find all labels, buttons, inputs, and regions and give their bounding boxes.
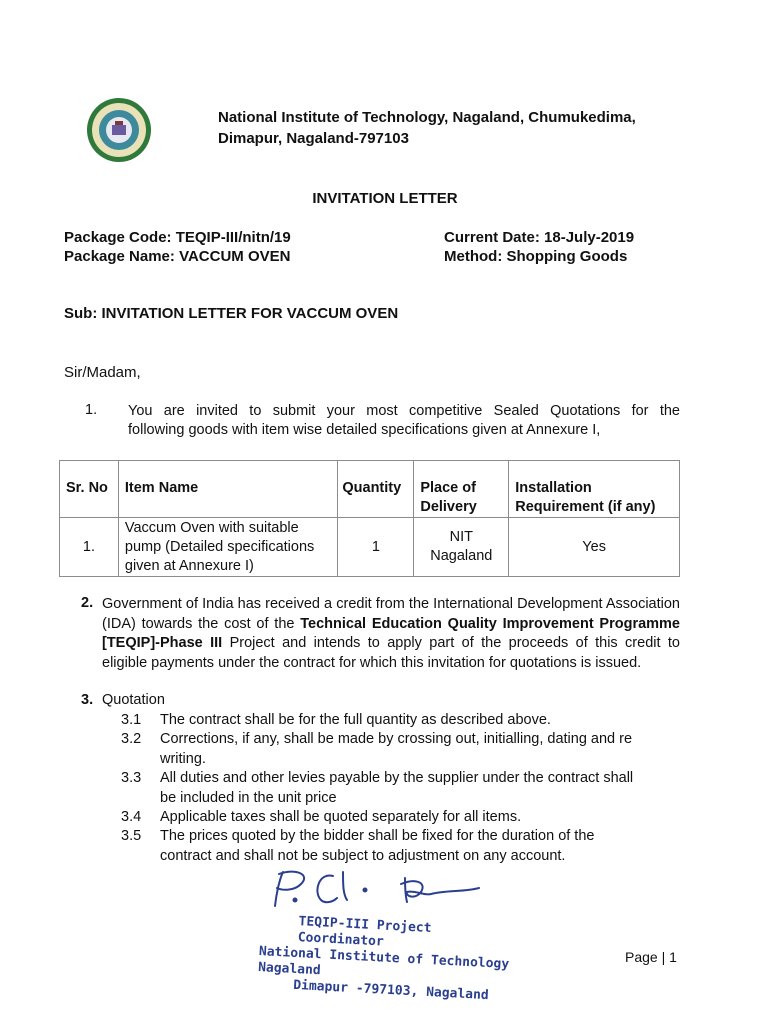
procurement-method: Method: Shopping Goods: [444, 248, 628, 265]
package-info-right: [444, 228, 634, 266]
header-quantity-label: Quantity: [342, 480, 402, 496]
table-row: [60, 518, 680, 577]
item-3-3-line1: All duties and other levies payable by the supplier under the contract shall: [160, 770, 634, 786]
row-item-line1: Vaccum Oven with suitable: [124, 519, 299, 536]
item-3-4-number: 3.4: [121, 809, 142, 825]
package-name: Package Name: VACCUM OVEN: [64, 248, 291, 265]
item-3-5-line2: contract and shall not be subject to adjustment on any account.: [160, 847, 566, 864]
header-item-name: [118, 461, 338, 518]
institute-emblem-icon: [86, 97, 152, 163]
para2-text-a: Government of India has received a credit from the International Development Association (IDA) towards the cost of the: [102, 596, 680, 632]
institute-name-line1: National Institute of Technology, Nagaland, Chumukedima,: [218, 109, 636, 126]
item-3-2-number: 3.2: [121, 731, 142, 747]
item-3-5-number: 3.5: [121, 828, 142, 844]
para2-programme-name: Technical Education Quality Improvement Programme [TEQIP]-Phase III: [102, 615, 680, 651]
header-install-line2: Requirement (if any): [515, 499, 656, 515]
para1-number: 1.: [85, 402, 98, 418]
para1-line2: following goods with item wise detailed specifications given at Annexure I,: [128, 422, 601, 438]
stamp-line1: TEQIP-III Project Coordinator: [297, 914, 432, 950]
item-3-3-number: 3.3: [121, 770, 142, 786]
header-item-name-label: Item Name: [124, 480, 199, 496]
para2-text-b: Project and intends to apply part of the proceeds of this credit to eligible payments under the contract for which this invitation for quotations is issued.: [102, 635, 680, 671]
item-3-4-text: Applicable taxes shall be quoted separately for all items.: [160, 809, 522, 825]
institute-header: [218, 107, 636, 149]
item-3-5-line1: The prices quoted by the bidder shall be fixed for the duration of the: [160, 828, 595, 844]
para2-text: [102, 595, 680, 673]
salutation: Sir/Madam,: [64, 364, 141, 381]
goods-table: [59, 460, 680, 577]
header-sr-no-label: Sr. No: [66, 480, 108, 496]
row-place-line1: NIT: [449, 529, 473, 545]
para3-number: 3.: [81, 692, 94, 708]
header-install-line1: Installation: [515, 480, 592, 496]
coordinator-stamp: [257, 914, 525, 1006]
stamp-line2: National Institute of Technology Nagaland: [257, 944, 510, 979]
row-quantity: 1: [338, 518, 414, 577]
item-3-3-line2: be included in the unit price: [160, 789, 337, 806]
header-quantity: [338, 461, 414, 518]
stamp-line3: Dimapur -797103, Nagaland: [292, 977, 490, 1004]
item-3-1-text: The contract shall be for the full quantity as described above.: [160, 712, 551, 728]
table-header-row: [60, 461, 680, 518]
subject-line: Sub: INVITATION LETTER FOR VACCUM OVEN: [64, 305, 399, 322]
item-3-3-text: [160, 769, 680, 808]
row-sr-no: 1.: [60, 518, 119, 577]
para2-number: 2.: [81, 595, 94, 611]
para3-title: Quotation: [102, 692, 165, 708]
para1-text: [128, 402, 680, 440]
document-title: INVITATION LETTER: [312, 190, 458, 207]
institute-address-line2: Dimapur, Nagaland-797103: [218, 130, 409, 147]
package-code: Package Code: TEQIP-III/nitn/19: [64, 229, 291, 246]
header-place-line2: Delivery: [420, 499, 477, 515]
header-installation: [509, 461, 680, 518]
row-place-line2: Nagaland: [430, 548, 493, 564]
item-3-2-line1: Corrections, if any, shall be made by crossing out, initialling, dating and re: [160, 731, 633, 747]
row-item-name: [118, 518, 338, 577]
para1-line1: You are invited to submit your most competitive Sealed Quotations for the: [128, 403, 680, 419]
item-3-5-text: [160, 827, 680, 866]
row-item-line3: given at Annexure I): [124, 557, 254, 574]
current-date: Current Date: 18-July-2019: [444, 229, 635, 246]
header-place-of-delivery: [414, 461, 509, 518]
item-3-2-line2: writing.: [160, 750, 206, 767]
header-place-line1: Place of: [420, 480, 476, 496]
row-place-of-delivery: [414, 518, 509, 577]
item-3-2-text: [160, 730, 680, 769]
row-item-line2: pump (Detailed specifications: [124, 538, 315, 555]
row-installation: Yes: [509, 518, 680, 577]
signature-stamp: [255, 866, 525, 1004]
page-number: Page | 1: [625, 949, 677, 965]
package-info-left: [64, 228, 291, 266]
header-sr-no: [60, 461, 119, 518]
item-3-1-number: 3.1: [121, 712, 142, 728]
